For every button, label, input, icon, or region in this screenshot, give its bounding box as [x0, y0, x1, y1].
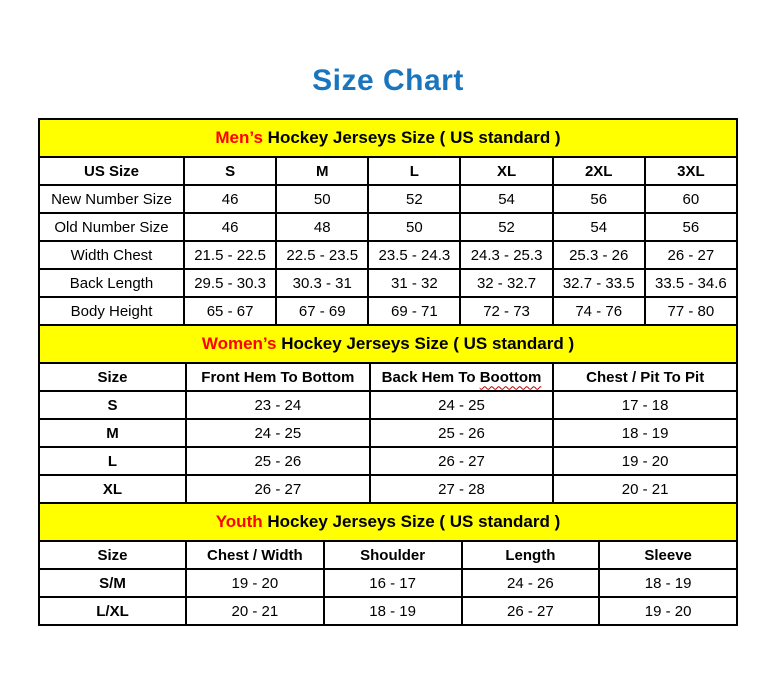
size-chart [38, 118, 738, 626]
value-cell: 19 - 20 [599, 597, 737, 625]
row-label: Width Chest [39, 241, 184, 269]
value-cell: 67 - 69 [276, 297, 368, 325]
womens-header-row [39, 363, 737, 391]
band-text: Hockey Jerseys Size ( US standard ) [267, 128, 561, 147]
value-cell: 24 - 25 [186, 419, 370, 447]
value-cell: 60 [645, 185, 737, 213]
value-cell: 31 - 32 [368, 269, 460, 297]
value-cell: 21.5 - 22.5 [184, 241, 276, 269]
table-row [39, 213, 737, 241]
column-header: 3XL [645, 157, 737, 185]
column-header: Front Hem To Bottom [186, 363, 370, 391]
value-cell: 27 - 28 [370, 475, 554, 503]
value-cell: 26 - 27 [645, 241, 737, 269]
value-cell: 29.5 - 30.3 [184, 269, 276, 297]
misspelled-word: Boottom [479, 368, 542, 386]
row-label: S [39, 391, 186, 419]
value-cell: 52 [460, 213, 552, 241]
table-row [39, 241, 737, 269]
column-header: L [368, 157, 460, 185]
band-highlight: Youth [215, 512, 263, 531]
band-text: Hockey Jerseys Size ( US standard ) [281, 334, 575, 353]
value-cell: 19 - 20 [186, 569, 324, 597]
table-row [39, 391, 737, 419]
value-cell: 69 - 71 [368, 297, 460, 325]
column-header: Size [39, 541, 186, 569]
value-cell: 23 - 24 [186, 391, 370, 419]
column-header: Size [39, 363, 186, 391]
column-header: Shoulder [324, 541, 462, 569]
mens-size-table [38, 118, 738, 326]
table-row [39, 569, 737, 597]
band-text: Hockey Jerseys Size ( US standard ) [267, 512, 561, 531]
value-cell: 26 - 27 [186, 475, 370, 503]
mens-band-row [39, 119, 737, 157]
value-cell: 25 - 26 [370, 419, 554, 447]
value-cell: 77 - 80 [645, 297, 737, 325]
value-cell: 74 - 76 [553, 297, 645, 325]
value-cell: 26 - 27 [370, 447, 554, 475]
table-row [39, 185, 737, 213]
column-header: Chest / Pit To Pit [553, 363, 737, 391]
value-cell: 17 - 18 [553, 391, 737, 419]
value-cell: 56 [553, 185, 645, 213]
youth-size-table [38, 502, 738, 626]
row-label: M [39, 419, 186, 447]
page-title: Size Chart [312, 64, 464, 97]
row-label: L [39, 447, 186, 475]
band-highlight: Men’s [215, 128, 263, 147]
value-cell: 48 [276, 213, 368, 241]
table-row [39, 447, 737, 475]
column-header: Back Hem To Boottom [370, 363, 554, 391]
value-cell: 32 - 32.7 [460, 269, 552, 297]
value-cell: 25.3 - 26 [553, 241, 645, 269]
column-header: US Size [39, 157, 184, 185]
value-cell: 54 [553, 213, 645, 241]
value-cell: 22.5 - 23.5 [276, 241, 368, 269]
column-header: S [184, 157, 276, 185]
value-cell: 16 - 17 [324, 569, 462, 597]
youth-header-row [39, 541, 737, 569]
value-cell: 46 [184, 185, 276, 213]
column-header: 2XL [553, 157, 645, 185]
value-cell: 18 - 19 [599, 569, 737, 597]
table-band-title [39, 119, 737, 157]
row-label: Back Length [39, 269, 184, 297]
table-row [39, 475, 737, 503]
value-cell: 20 - 21 [553, 475, 737, 503]
column-header: M [276, 157, 368, 185]
column-header: XL [460, 157, 552, 185]
value-cell: 24 - 25 [370, 391, 554, 419]
value-cell: 46 [184, 213, 276, 241]
column-header: Length [462, 541, 600, 569]
value-cell: 26 - 27 [462, 597, 600, 625]
value-cell: 23.5 - 24.3 [368, 241, 460, 269]
value-cell: 24 - 26 [462, 569, 600, 597]
value-cell: 32.7 - 33.5 [553, 269, 645, 297]
value-cell: 56 [645, 213, 737, 241]
value-cell: 19 - 20 [553, 447, 737, 475]
value-cell: 72 - 73 [460, 297, 552, 325]
value-cell: 30.3 - 31 [276, 269, 368, 297]
value-cell: 25 - 26 [186, 447, 370, 475]
table-row [39, 269, 737, 297]
value-cell: 18 - 19 [324, 597, 462, 625]
womens-size-table [38, 324, 738, 504]
row-label: S/M [39, 569, 186, 597]
value-cell: 33.5 - 34.6 [645, 269, 737, 297]
band-highlight: Women’s [201, 334, 277, 353]
row-label: Old Number Size [39, 213, 184, 241]
value-cell: 50 [276, 185, 368, 213]
row-label: New Number Size [39, 185, 184, 213]
value-cell: 65 - 67 [184, 297, 276, 325]
column-header: Sleeve [599, 541, 737, 569]
table-band-title [39, 503, 737, 541]
table-band-title [39, 325, 737, 363]
table-row [39, 597, 737, 625]
value-cell: 50 [368, 213, 460, 241]
value-cell: 20 - 21 [186, 597, 324, 625]
row-label: L/XL [39, 597, 186, 625]
value-cell: 18 - 19 [553, 419, 737, 447]
mens-header-row [39, 157, 737, 185]
row-label: XL [39, 475, 186, 503]
column-header: Chest / Width [186, 541, 324, 569]
womens-band-row [39, 325, 737, 363]
row-label: Body Height [39, 297, 184, 325]
youth-band-row [39, 503, 737, 541]
table-row [39, 297, 737, 325]
value-cell: 52 [368, 185, 460, 213]
value-cell: 54 [460, 185, 552, 213]
table-row [39, 419, 737, 447]
value-cell: 24.3 - 25.3 [460, 241, 552, 269]
